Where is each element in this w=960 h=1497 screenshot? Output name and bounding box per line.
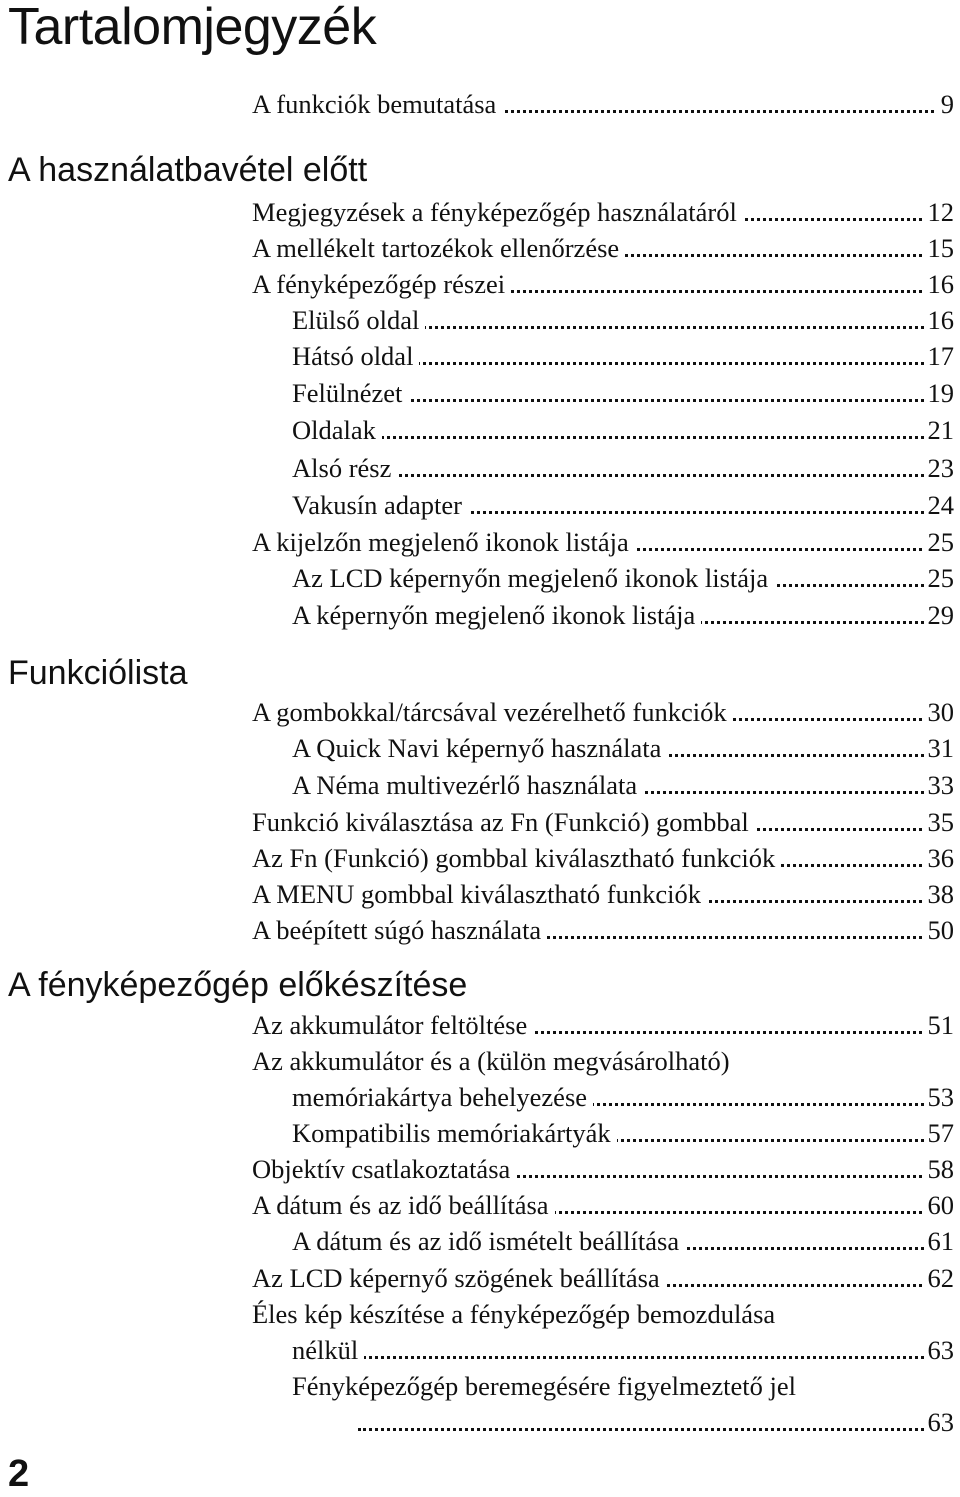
- toc-entry[interactable]: [252, 86, 954, 122]
- toc-entry-page: 23: [924, 450, 955, 486]
- page-number: 2: [8, 1453, 30, 1495]
- toc-subentry[interactable]: [292, 1223, 954, 1259]
- toc-entry-title: A dátum és az idő beállítása: [252, 1190, 555, 1220]
- toc-entry[interactable]: [252, 840, 954, 876]
- dot-leader: [358, 1428, 954, 1431]
- toc-entry[interactable]: [252, 694, 954, 730]
- toc-entry-continuation[interactable]: [292, 1404, 954, 1440]
- toc-entry-title: A képernyőn megjelenő ikonok listája: [292, 600, 701, 630]
- toc-entry[interactable]: [252, 1187, 954, 1223]
- dot-leader: [292, 1356, 954, 1359]
- toc-entry-page: 60: [924, 1187, 955, 1223]
- toc-entry-page: 53: [924, 1079, 955, 1115]
- toc-entry-page: 30: [924, 694, 955, 730]
- page-title: Tartalomjegyzék: [8, 0, 377, 56]
- toc-entry-page: 25: [924, 524, 955, 560]
- toc-entry-title: Felülnézet: [292, 378, 408, 408]
- toc-entry[interactable]: [252, 1260, 954, 1296]
- toc-entry-title: nélkül: [292, 1335, 364, 1365]
- toc-entry-title: Az akkumulátor feltöltése: [252, 1010, 533, 1040]
- toc-subentry[interactable]: [292, 730, 954, 766]
- toc-entry[interactable]: [252, 1151, 954, 1187]
- toc-entry-page: 16: [924, 302, 955, 338]
- toc-entry[interactable]: [252, 194, 954, 230]
- toc-entry-page: 16: [924, 266, 955, 302]
- toc-subentry-title-line1[interactable]: Fényképezőgép beremegésére figyelmeztető jel: [292, 1371, 796, 1401]
- toc-entry[interactable]: [252, 804, 954, 840]
- toc-entry-title: A gombokkal/tárcsával vezérelhető funkciók: [252, 697, 733, 727]
- toc-subentry[interactable]: [292, 487, 954, 523]
- toc-entry-title: Oldalak: [292, 415, 382, 445]
- toc-entry-page: 58: [924, 1151, 955, 1187]
- toc-entry-page: 19: [924, 375, 955, 411]
- toc-entry-title: A beépített súgó használata: [252, 915, 547, 945]
- toc-entry-title: Az LCD képernyő szögének beállítása: [252, 1263, 666, 1293]
- toc-entry-page: 38: [924, 876, 955, 912]
- toc-entry[interactable]: [252, 524, 954, 560]
- toc-entry-title: Az Fn (Funkció) gombbal kiválasztható funkciók: [252, 843, 781, 873]
- toc-entry-page: 29: [924, 597, 955, 633]
- toc-subentry[interactable]: [292, 1115, 954, 1151]
- toc-entry-title: memóriakártya behelyezése: [292, 1082, 593, 1112]
- toc-entry-title: Az LCD képernyőn megjelenő ikonok listája: [292, 563, 774, 593]
- toc-entry-page: 9: [937, 86, 954, 122]
- toc-entry[interactable]: [252, 912, 954, 948]
- toc-entry-title: A dátum és az idő ismételt beállítása: [292, 1226, 685, 1256]
- toc-entry-title: Megjegyzések a fényképezőgép használatáról: [252, 197, 743, 227]
- toc-entry-continuation[interactable]: [292, 1079, 954, 1115]
- section-heading: A fényképezőgép előkészítése: [8, 966, 468, 1004]
- toc-subentry[interactable]: [292, 375, 954, 411]
- toc-entry-page: 61: [924, 1223, 955, 1259]
- toc-entry-page: 17: [924, 338, 955, 374]
- toc-entry-page: 63: [924, 1332, 955, 1368]
- toc-entry-page: 62: [924, 1260, 955, 1296]
- toc-subentry[interactable]: [292, 767, 954, 803]
- toc-entry-title: A MENU gombbal kiválasztható funkciók: [252, 879, 707, 909]
- toc-entry-page: 50: [924, 912, 955, 948]
- toc-entry-continuation[interactable]: [292, 1332, 954, 1368]
- toc-entry-title: Alsó rész: [292, 453, 397, 483]
- toc-subentry[interactable]: [292, 560, 954, 596]
- toc-entry-title: Kompatibilis memóriakártyák: [292, 1118, 617, 1148]
- toc-entry-page: 21: [924, 412, 955, 448]
- toc-entry-page: 25: [924, 560, 955, 596]
- dot-leader: [292, 436, 954, 439]
- toc-entry-title: Hátsó oldal: [292, 341, 419, 371]
- toc-entry-page: 63: [924, 1404, 955, 1440]
- toc-entry[interactable]: [252, 876, 954, 912]
- toc-entry-page: 51: [924, 1007, 955, 1043]
- toc-entry-title: A mellékelt tartozékok ellenőrzése: [252, 233, 625, 263]
- toc-entry[interactable]: [252, 266, 954, 302]
- toc-entry-page: 57: [924, 1115, 955, 1151]
- toc-entry-title: A kijelzőn megjelenő ikonok listája: [252, 527, 635, 557]
- toc-entry-title: A Quick Navi képernyő használata: [292, 733, 667, 763]
- toc-entry[interactable]: [252, 1007, 954, 1043]
- toc-entry-title: Funkció kiválasztása az Fn (Funkció) gombbal: [252, 807, 755, 837]
- toc-entry-title: A Néma multivezérlő használata: [292, 770, 643, 800]
- section-heading: A használatbavétel előtt: [8, 151, 368, 189]
- toc-entry-page: 36: [924, 840, 955, 876]
- toc-entry-page: 33: [924, 767, 955, 803]
- toc-subentry[interactable]: [292, 450, 954, 486]
- toc-subentry[interactable]: [292, 412, 954, 448]
- toc-entry-title: A fényképezőgép részei: [252, 269, 511, 299]
- toc-subentry[interactable]: [292, 338, 954, 374]
- toc-entry-title: Elülső oldal: [292, 305, 425, 335]
- toc-entry-title: A funkciók bemutatása: [252, 89, 502, 119]
- toc-entry-page: 31: [924, 730, 955, 766]
- toc-entry-page: 12: [924, 194, 955, 230]
- toc-entry-title-line1[interactable]: Éles kép készítése a fényképezőgép bemozdulása: [252, 1299, 776, 1329]
- toc-subentry[interactable]: [292, 597, 954, 633]
- toc-entry-title-line1[interactable]: Az akkumulátor és a (külön megvásárolható): [252, 1046, 730, 1076]
- toc-entry-page: 24: [924, 487, 955, 523]
- section-heading: Funkciólista: [8, 654, 188, 692]
- toc-subentry[interactable]: [292, 302, 954, 338]
- toc-entry-page: 35: [924, 804, 955, 840]
- toc-entry-title: Objektív csatlakoztatása: [252, 1154, 516, 1184]
- toc-entry-page: 15: [924, 230, 955, 266]
- toc-entry-title: Vakusín adapter: [292, 490, 468, 520]
- toc-entry[interactable]: [252, 230, 954, 266]
